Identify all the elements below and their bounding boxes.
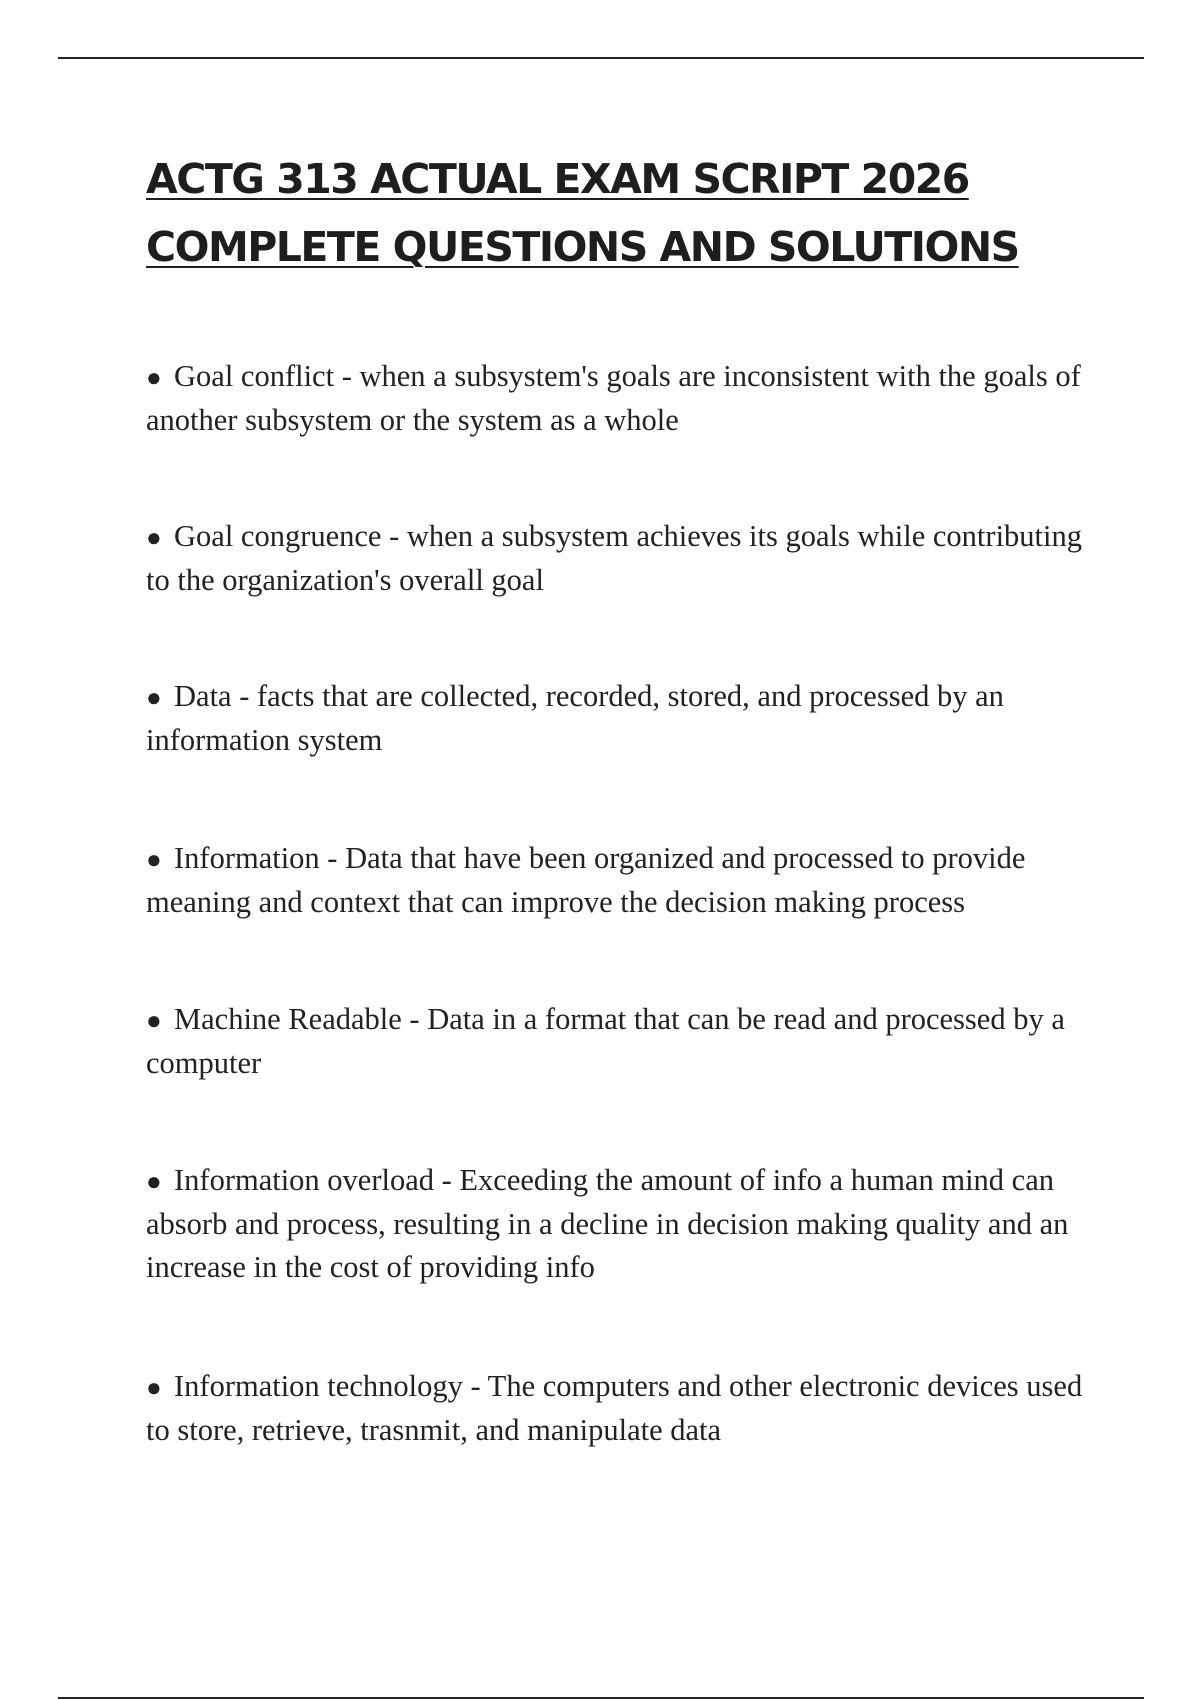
entry-text: Goal congruence - when a subsystem achieves its goals while contributing to the organization's overall goal [146,519,1082,597]
bullet-icon: ● [146,683,162,712]
entry-text: Information technology - The computers and other electronic devices used to store, retrieve, trasnmit, and manipulate data [146,1369,1083,1447]
title-line-1: ACTG 313 ACTUAL EXAM SCRIPT 2026 [146,155,969,203]
list-item [146,837,1086,924]
list-item [146,1365,1086,1452]
bullet-icon: ● [146,845,162,874]
list-item [146,998,1086,1085]
title-line-2: COMPLETE QUESTIONS AND SOLUTIONS [146,223,1019,271]
page-title [146,145,1106,281]
entry-text: Data - facts that are collected, recorded, stored, and processed by an information system [146,679,1004,757]
entry-text: Information - Data that have been organized and processed to provide meaning and context that can improve the decision making process [146,841,1026,919]
bottom-rule [58,1697,1144,1699]
bullet-icon: ● [146,363,162,392]
bullet-icon: ● [146,523,162,552]
list-item [146,355,1086,442]
bullet-icon: ● [146,1167,162,1196]
entry-text: Information overload - Exceeding the amount of info a human mind can absorb and process, resulting in a decline in decision making quality and an increase in the cost of providing info [146,1163,1069,1284]
entry-text: Goal conflict - when a subsystem's goals are inconsistent with the goals of another subsystem or the system as a whole [146,359,1081,437]
list-item [146,675,1086,762]
top-rule [58,57,1144,59]
list-item [146,1159,1086,1289]
entry-text: Machine Readable - Data in a format that can be read and processed by a computer [146,1002,1065,1080]
list-item [146,515,1086,602]
bullet-icon: ● [146,1006,162,1035]
bullet-icon: ● [146,1373,162,1402]
